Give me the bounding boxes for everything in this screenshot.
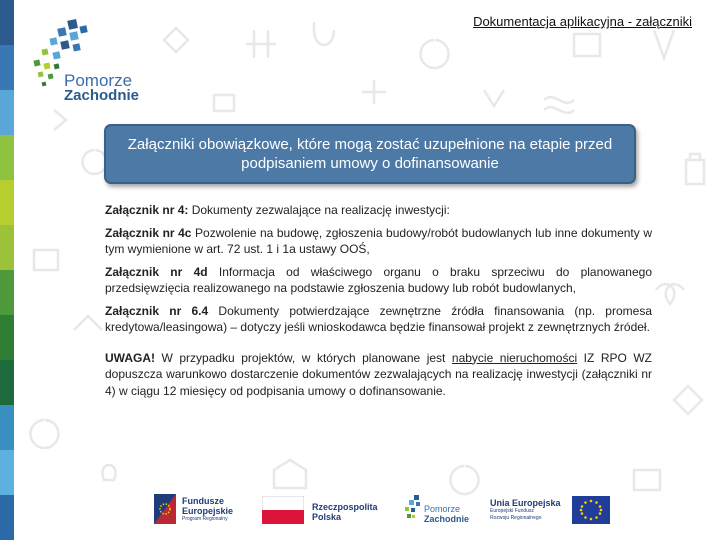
attachments-list <box>105 202 652 405</box>
attachment-item <box>105 303 652 336</box>
fundusze-line1: Fundusze <box>182 496 224 506</box>
attachment-item <box>105 225 652 258</box>
attachment-text: Informacja od właściwego organu o braku sprzeciwu do planowanego przedsięwzięcia realizowanego na podstawie zgłoszenia budowy lub robót budowlanych, <box>105 264 652 295</box>
fundusze-line3: Program Regionalny <box>182 516 228 522</box>
callout-text: Załączniki obowiązkowe, które mogą zostać uzupełnione na etapie przed podpisaniem umowy o dofinansowanie <box>127 136 613 172</box>
logo-text-zachodnie: Zachodnie <box>64 87 140 104</box>
attachment-text: Dokumenty potwierdzające zewnętrzne źródła finansowania (np. promesa kredytowa/leasingowa) – dotyczy jeśli wnioskodawca będzie finansował projekt z zewnętrznych źródeł. <box>105 303 652 334</box>
ue-line3: Rozwoju Regionalnego <box>490 515 542 521</box>
attachment-label: Załącznik nr 4c <box>105 225 192 240</box>
color-strip-segment <box>0 495 14 540</box>
warning-label: UWAGA! <box>105 350 155 365</box>
attachment-text: Pozwolenie na budowę, zgłoszenia budowy/robót budowlanych lub inne dokumenty w tym wymienione w art. 72 ust. 1 i 1a ustawy OOŚ, <box>105 225 652 256</box>
ue-line2: Europejski Fundusz <box>490 508 534 514</box>
eu-funds-star-icon <box>152 492 178 526</box>
warning-text-after: IZ RPO WZ dopuszcza warunkowo dostarczenie dokumentów zezwalających na realizację inwestycji (załączniki nr 4) w ciągu 12 miesięcy od podpisania umowy o dofinansowanie. <box>105 350 653 398</box>
warning-text-before: W przypadku projektów, w których planowane jest <box>155 350 452 365</box>
color-strip-segment <box>0 135 14 180</box>
ue-line1: Unia Europejska <box>490 498 561 508</box>
fundusze-line2: Europejskie <box>182 506 234 516</box>
pomorze-zachodnie-footer-logo <box>402 494 482 528</box>
logo-text-pomorze: Pomorze <box>64 71 133 90</box>
attachment-item <box>105 202 652 219</box>
rp-line2: Polska <box>312 512 342 522</box>
color-strip-segment <box>0 90 14 135</box>
color-strip-segment <box>0 450 14 495</box>
fundusze-europejskie-logo <box>152 492 252 528</box>
color-strip-segment <box>0 315 14 360</box>
attachment-text: Dokumenty zezwalające na realizację inwestycji: <box>188 203 450 217</box>
decorative-color-strip <box>0 0 14 540</box>
pz-line2: Zachodnie <box>424 514 470 524</box>
callout-box <box>104 124 636 184</box>
page-title: Dokumentacja aplikacyjna - załączniki <box>473 14 692 29</box>
unia-europejska-logo <box>490 496 614 528</box>
color-strip-segment <box>0 180 14 225</box>
color-strip-segment <box>0 360 14 405</box>
attachment-label: Załącznik nr 6.4 <box>105 303 209 318</box>
color-strip-segment <box>0 225 14 270</box>
eu-flag-icon <box>572 496 610 524</box>
color-strip-segment <box>0 45 14 90</box>
attachment-label: Załącznik nr 4d <box>105 264 208 279</box>
color-strip-segment <box>0 405 14 450</box>
polish-flag-icon <box>262 496 304 524</box>
warning-underlined-text: nabycie nieruchomości <box>451 350 578 365</box>
color-strip-segment <box>0 0 14 45</box>
attachment-label: Załącznik nr 4: <box>105 203 189 217</box>
attachment-item <box>105 264 652 297</box>
pz-line1: Pomorze <box>424 504 461 514</box>
rzeczpospolita-polska-logo <box>262 496 382 526</box>
warning-note <box>105 350 652 400</box>
rp-line1: Rzeczpospolita <box>312 502 378 512</box>
color-strip-segment <box>0 270 14 315</box>
